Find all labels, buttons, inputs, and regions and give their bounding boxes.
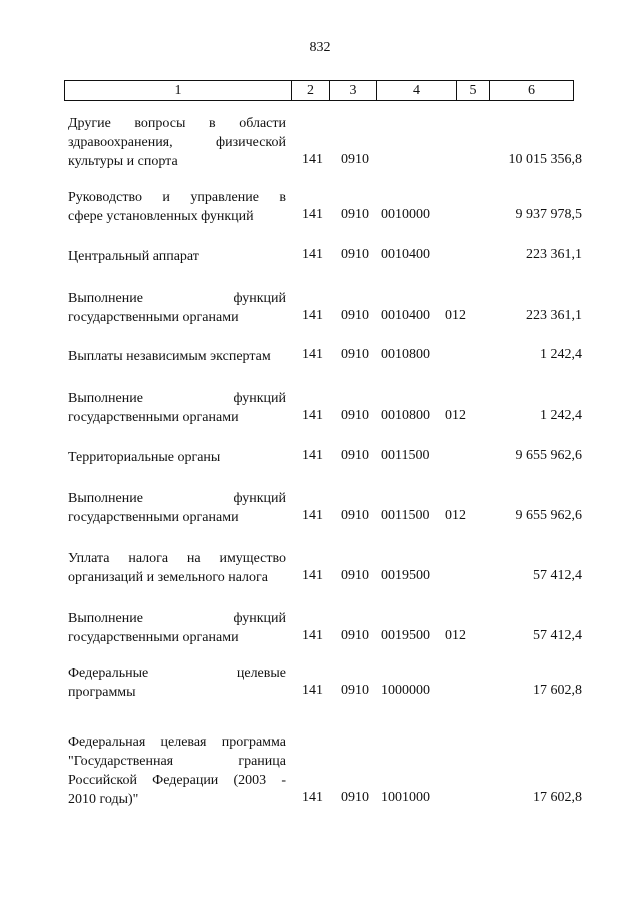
header-col-3: 3: [330, 81, 377, 100]
row-code-5: 012: [445, 508, 466, 523]
header-col-5: 5: [457, 81, 490, 100]
row-amount: 57 412,4: [533, 568, 582, 583]
row-name: Выполнение функций государственными органами: [68, 611, 286, 645]
row-code-4: 0010000: [381, 207, 430, 222]
row-code-4: 0010400: [381, 247, 430, 262]
row-amount: 1 242,4: [540, 347, 582, 362]
page-number: 832: [309, 40, 331, 55]
row-code-3: 0910: [341, 790, 369, 805]
header-col-4: 4: [377, 81, 457, 100]
row-code-3: 0910: [341, 508, 369, 523]
row-code-2: 141: [302, 508, 323, 523]
row-code-2: 141: [302, 152, 323, 167]
row-name: Выполнение функций государственными органами: [68, 391, 286, 425]
row-code-4: 0010800: [381, 347, 430, 362]
row-code-4: 1000000: [381, 683, 430, 698]
row-code-4: 0010800: [381, 408, 430, 423]
row-code-4: 0010400: [381, 308, 430, 323]
row-code-3: 0910: [341, 347, 369, 362]
row-name: Выплаты независимым экспертам: [68, 349, 271, 364]
row-name: Центральный аппарат: [68, 249, 199, 264]
row-name: Выполнение функций государственными органами: [68, 491, 286, 525]
row-code-3: 0910: [341, 152, 369, 167]
row-code-5: 012: [445, 408, 466, 423]
row-code-4: 0019500: [381, 568, 430, 583]
row-code-2: 141: [302, 347, 323, 362]
row-code-5: 012: [445, 308, 466, 323]
row-code-3: 0910: [341, 308, 369, 323]
row-amount: 17 602,8: [533, 790, 582, 805]
row-amount: 9 655 962,6: [515, 448, 582, 463]
row-name: Другие вопросы в области здравоохранения, физической культуры и спорта: [68, 116, 286, 169]
row-code-4: 0011500: [381, 508, 430, 523]
row-code-3: 0910: [341, 568, 369, 583]
row-code-4: 1001000: [381, 790, 430, 805]
row-amount: 10 015 356,8: [508, 152, 582, 167]
row-amount: 223 361,1: [526, 247, 582, 262]
table-header: [64, 80, 574, 101]
row-code-2: 141: [302, 308, 323, 323]
row-amount: 57 412,4: [533, 628, 582, 643]
row-code-3: 0910: [341, 247, 369, 262]
row-amount: 9 937 978,5: [515, 207, 582, 222]
row-code-3: 0910: [341, 448, 369, 463]
header-col-6: 6: [528, 83, 535, 98]
row-name: Федеральные целевые программы: [68, 666, 286, 700]
row-code-2: 141: [302, 448, 323, 463]
row-code-3: 0910: [341, 683, 369, 698]
row-code-2: 141: [302, 683, 323, 698]
row-code-2: 141: [302, 568, 323, 583]
row-amount: 223 361,1: [526, 308, 582, 323]
header-col-2: 2: [292, 81, 330, 100]
row-code-2: 141: [302, 207, 323, 222]
row-name: Территориальные органы: [68, 450, 221, 465]
row-amount: 1 242,4: [540, 408, 582, 423]
row-code-2: 141: [302, 247, 323, 262]
row-code-2: 141: [302, 408, 323, 423]
row-amount: 17 602,8: [533, 683, 582, 698]
row-code-4: 0011500: [381, 448, 430, 463]
row-amount: 9 655 962,6: [515, 508, 582, 523]
row-code-3: 0910: [341, 408, 369, 423]
row-name: Уплата налога на имущество организаций и земельного налога: [68, 551, 286, 585]
row-name: Федеральная целевая программа "Государственная граница Российской Федерации (2003 - 2010 годы)": [68, 735, 286, 807]
row-code-3: 0910: [341, 207, 369, 222]
row-name: Руководство и управление в сфере установленных функций: [68, 190, 286, 224]
header-col-1: 1: [65, 81, 292, 100]
row-code-5: 012: [445, 628, 466, 643]
row-code-3: 0910: [341, 628, 369, 643]
row-code-2: 141: [302, 790, 323, 805]
row-code-2: 141: [302, 628, 323, 643]
row-code-4: 0019500: [381, 628, 430, 643]
row-name: Выполнение функций государственными органами: [68, 291, 286, 325]
